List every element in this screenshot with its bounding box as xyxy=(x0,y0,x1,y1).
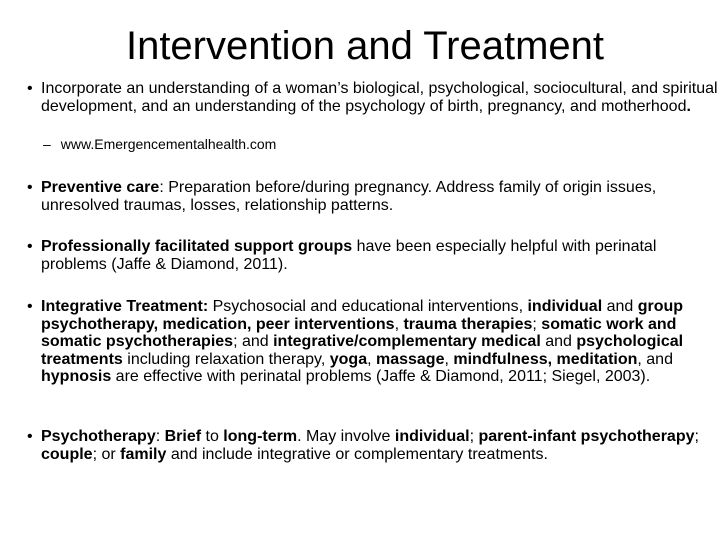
text-run-bold: trauma therapies xyxy=(403,315,533,333)
text-run: . May involve xyxy=(297,428,395,445)
bullet-marker: • xyxy=(27,238,33,255)
text-run: ; xyxy=(469,428,479,445)
text-run-bold: individual xyxy=(394,428,470,445)
text-run-bold: Brief xyxy=(164,428,202,445)
text-run: : Preparation before/during pregnancy. Address family of origin issues, unresolved traumas, losses, relationship patterns. xyxy=(41,179,657,214)
text-run: to xyxy=(201,428,224,445)
bullet-text xyxy=(41,298,719,386)
text-run: , and xyxy=(637,350,673,368)
text-run-bold: mindfulness, meditation xyxy=(453,350,638,368)
text-run-bold: integrative/complementary medical xyxy=(273,333,541,350)
source-text: www.Emergencementalhealth.com xyxy=(60,136,277,152)
text-run: and xyxy=(540,333,577,350)
bullet-text xyxy=(41,80,719,115)
text-run: Psychosocial and educational interventions, xyxy=(208,298,528,315)
text-run: ; xyxy=(694,428,699,445)
text-run: ; or xyxy=(92,445,121,463)
slide-title: Intervention and Treatment xyxy=(125,24,605,68)
bullet-marker: • xyxy=(27,80,33,97)
text-run-bold: Integrative Treatment: xyxy=(41,298,209,315)
text-run-bold: massage xyxy=(375,350,445,368)
bullet-text xyxy=(41,238,719,273)
text-run-bold: group psychotherapy, medication, peer interventions xyxy=(41,298,684,333)
bullet-text xyxy=(41,179,719,214)
text-run: are effective with perinatal problems (Jaffe & Diamond, 2011; Siegel, 2003). xyxy=(111,368,651,385)
text-run-bold: somatic work and somatic psychotherapies xyxy=(41,315,677,350)
text-run-bold: yoga xyxy=(329,350,368,368)
text-run-bold: . xyxy=(686,97,691,115)
text-run: , xyxy=(394,315,404,333)
text-run-bold: couple xyxy=(41,445,93,463)
text-run-bold: individual xyxy=(527,298,603,315)
text-run-bold: long-term xyxy=(223,428,298,445)
bullet-marker: • xyxy=(27,179,33,196)
text-run: Incorporate an understanding of a woman’s biological, psychological, sociocultural, and spiritual development, and an understanding of the psychology of birth, pregnancy, and motherhood xyxy=(41,80,718,115)
bullet-text xyxy=(41,428,719,463)
text-run: : xyxy=(155,428,165,445)
text-run: have been especially helpful with perinatal problems (Jaffe & Diamond, 2011). xyxy=(41,238,657,273)
sub-bullet-source xyxy=(43,136,276,152)
text-run-bold: hypnosis xyxy=(41,368,112,385)
bullet-marker: • xyxy=(27,428,33,445)
text-run: ; and xyxy=(233,333,274,350)
text-run-bold: Preventive care xyxy=(41,179,160,196)
text-run: , xyxy=(367,350,376,368)
text-run: , xyxy=(444,350,454,368)
text-run: and xyxy=(602,298,638,315)
text-run-bold: Professionally facilitated support groups xyxy=(41,238,353,255)
text-run-bold: Psychotherapy xyxy=(41,428,156,445)
bullet-marker: • xyxy=(27,298,33,315)
text-run: and include integrative or complementary treatments. xyxy=(166,445,548,463)
text-run: including relaxation therapy, xyxy=(122,350,330,368)
text-run-bold: parent-infant psychotherapy xyxy=(478,428,695,445)
dash-marker: – xyxy=(43,136,51,152)
text-run: ; xyxy=(532,315,542,333)
text-run-bold: family xyxy=(120,445,167,463)
text-run-bold: psychological treatments xyxy=(41,333,684,368)
